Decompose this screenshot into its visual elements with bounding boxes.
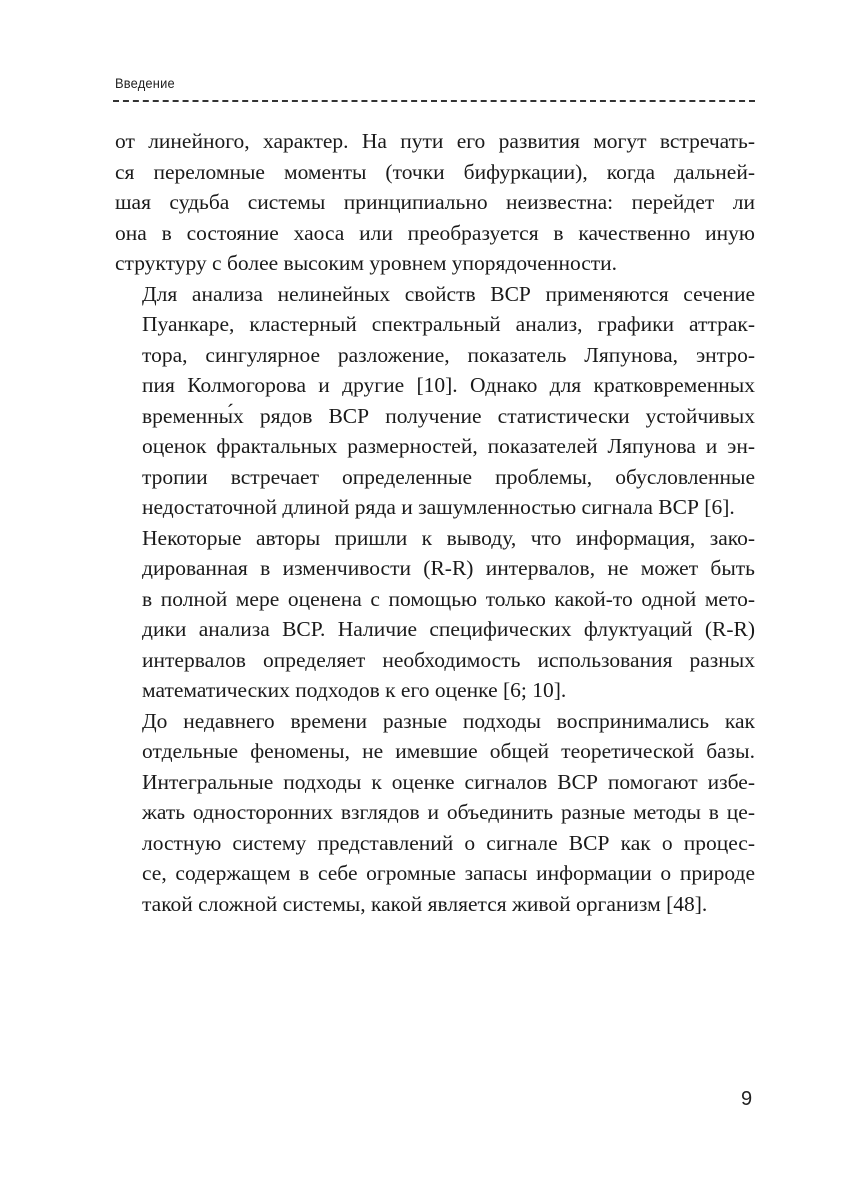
text-line: шая судьба системы принципиально неизвестна: перейдет ли <box>115 190 755 214</box>
text-line: пия Колмогорова и другие [10]. Однако для кратковременных <box>142 373 755 397</box>
text-line: дированная в изменчивости (R-R) интервалов, не может быть <box>142 556 755 580</box>
text-line: Для анализа нелинейных свойств ВСР применяются сечение <box>142 281 755 306</box>
text-line: До недавнего времени разные подходы воспринимались как <box>142 708 755 733</box>
text-line: тропии встречает определенные проблемы, обусловленные <box>142 464 755 489</box>
paragraph-3 <box>115 523 755 706</box>
paragraph-1 <box>115 126 755 279</box>
header-divider <box>113 100 755 102</box>
body-text <box>115 126 755 919</box>
text-line: дики анализа ВСР. Наличие специфических флуктуаций (R-R) <box>142 617 755 641</box>
text-line: временны́х рядов ВСР получение статистически устойчивых <box>142 403 755 428</box>
paragraph-2 <box>115 279 755 523</box>
text-line: Интегральные подходы к оценке сигналов ВСР помогают избе- <box>142 769 755 794</box>
text-line: математических подходов к его оценке [6; 10]. <box>142 678 567 702</box>
text-line: структуру с более высоким уровнем упорядоченности. <box>115 251 618 275</box>
text-line: се, содержащем в себе огромные запасы информации о природе <box>142 861 755 885</box>
running-head-title: Введение <box>115 75 175 91</box>
text-line: такой сложной системы, какой является живой организм [48]. <box>142 891 708 916</box>
text-line: Некоторые авторы пришли к выводу, что информация, зако- <box>142 525 755 550</box>
text-line: лостную систему представлений о сигнале ВСР как о процес- <box>142 830 755 855</box>
text-line: оценок фрактальных размерностей, показателей Ляпунова и эн- <box>142 434 755 458</box>
text-line: недостаточной длиной ряда и зашумленностью сигнала ВСР [6]. <box>142 495 735 519</box>
paragraph-4 <box>115 706 755 920</box>
text-line: от линейного, характер. На пути его развития могут встречать- <box>115 129 755 153</box>
text-line: ся переломные моменты (точки бифуркации), когда дальней- <box>115 159 755 184</box>
text-line: в полной мере оценена с помощью только какой-то одной мето- <box>142 586 755 611</box>
text-line: тора, сингулярное разложение, показатель Ляпунова, энтро- <box>142 342 755 367</box>
page-number: 9 <box>741 1088 753 1110</box>
text-line: отдельные феномены, не имевшие общей теоретической базы. <box>142 739 755 763</box>
text-line: она в состояние хаоса или преобразуется в качественно иную <box>115 220 755 245</box>
text-line: Пуанкаре, кластерный спектральный анализ, графики аттрак- <box>142 312 755 336</box>
text-line: жать односторонних взглядов и объединить разные методы в це- <box>142 800 755 824</box>
text-line: интервалов определяет необходимость использования разных <box>142 647 755 672</box>
